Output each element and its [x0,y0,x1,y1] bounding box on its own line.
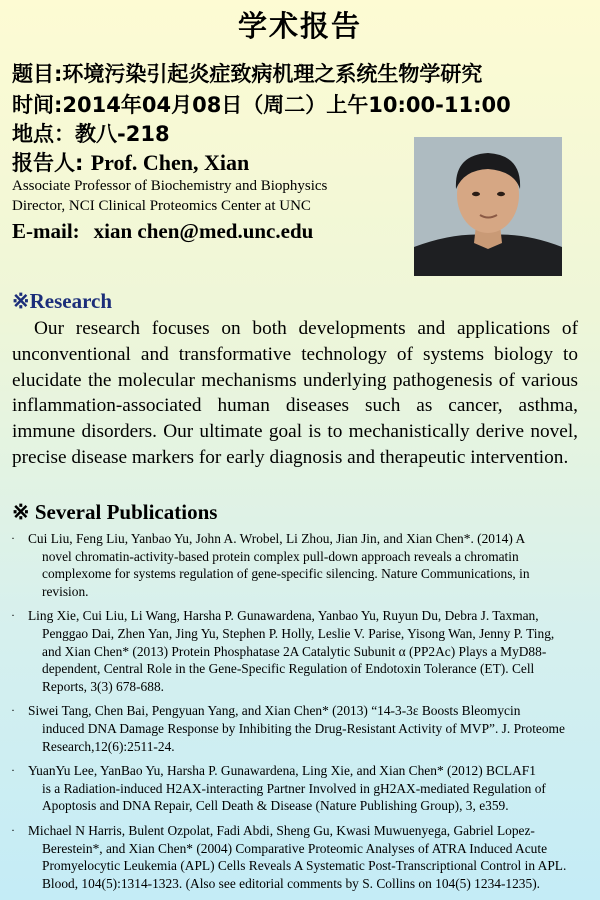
publication-item [0,822,600,892]
bullet-icon: · [11,608,15,623]
speaker-label: 报告人: [12,151,84,175]
publications-heading: ※ Several Publications [12,500,218,524]
email-address[interactable]: xian chen@med.unc.edu [93,219,314,243]
research-heading: ※Research [12,289,113,313]
publication-continuation: novel chromatin-activity-based protein complex pull-down approach reveals a chromatin complexome for systems regulation of gene-specific silencing. Nature Communications, in revision. [42,548,530,599]
time-value: 2014年04月08日（周二）上午10:00-11:00 [62,93,511,117]
publication-item [0,607,600,695]
speaker-line [12,147,249,177]
topic-line [12,58,482,88]
place-value: 教八-218 [75,122,170,146]
publication-first-line: Ling Xie, Cui Liu, Li Wang, Harsha P. Gunawardena, Yanbao Yu, Ruyun Du, Debra J. Taxman, [28,608,539,624]
affiliation-line: Associate Professor of Biochemistry and Biophysics [12,178,328,194]
place-line [12,118,170,148]
email-label: E-mail: [12,219,80,243]
publication-continuation: is a Radiation-induced H2AX-interacting Partner Involved in gH2AX-mediated Regulation of Apoptosis and DNA Repair, Cell Death & Disease (Nature Publishing Group), 3, e359. [42,780,546,814]
bullet-icon: · [11,822,15,837]
topic-label: 题目: [12,62,63,86]
time-line [12,89,511,119]
publication-continuation: Berestein*, and Xian Chen* (2004) Comparative Proteomic Analyses of ATRA Induced Acute Promyelocytic Leukemia (APL) Cells Reveals A Systematic Post-Transcriptional Control in APL. Blood, 104(5):1314-1323. (Also see editorial comments by S. Collins on 104(5) 1234-1235). [42,840,567,891]
bullet-icon: · [11,763,15,778]
place-label: 地点： [12,122,75,146]
time-label: 时间: [12,93,63,117]
publication-item [0,702,600,755]
publications-list [0,530,600,899]
publication-continuation: Penggao Dai, Zhen Yan, Jing Yu, Stephen P. Holly, Leslie V. Parise, Yisong Wan, Jenny P. Ting, and Xian Chen* (2013) Protein Phosphatase 2A Catalytic Subunit α (PP2Ac) Plays a MyD88-dependent, Central Role in the Gene-Specific Regulation of Endotoxin Tolerance (ET). Cell Reports, 3(3) 678-688. [42,625,555,694]
publication-item [0,530,600,600]
email-line [12,219,313,244]
bullet-icon: · [11,703,15,718]
speaker-name: Prof. Chen, Xian [90,150,250,175]
speaker-photo [414,137,562,276]
poster-title: 学术报告 [237,9,362,43]
bullet-icon: · [11,531,15,545]
affiliation-line: Director, NCI Clinical Proteomics Center at UNC [12,198,311,214]
publication-first-line: Michael N Harris, Bulent Ozpolat, Fadi Abdi, Sheng Gu, Kwasi Muwuenyega, Gabriel Lopez- [28,822,535,838]
publication-continuation: induced DNA Damage Response by Inhibiting the Drug-Resistant Activity of MVP”. J. Proteome Research,12(6):2511-24. [42,720,565,754]
topic-value: 环境污染引起炎症致病机理之系统生物学研究 [62,62,483,86]
research-paragraph: Our research focuses on both developments and applications of unconventional and transformative technology of systems biology to elucidate the molecular mechanisms underlying pathogenesis of various inflammation-associated human diseases such as cancer, asthma, immune disorders. Our ultimate goal is to mechanistically derive novel, precise disease markers for early diagnosis and therapeutic intervention. [12,318,578,468]
speaker-portrait-icon [414,137,562,276]
publication-first-line: Cui Liu, Feng Liu, Yanbao Yu, John A. Wrobel, Li Zhou, Jian Jin, and Xian Chen*. (2014) A [28,531,526,546]
publication-item [0,762,600,815]
publication-first-line: YuanYu Lee, YanBao Yu, Harsha P. Gunawardena, Ling Xie, and Xian Chen* (2012) BCLAF1 [28,763,536,779]
publication-first-line: Siwei Tang, Chen Bai, Pengyuan Yang, and Xian Chen* (2013) “14-3-3ε Boosts Bleomycin [28,703,521,719]
